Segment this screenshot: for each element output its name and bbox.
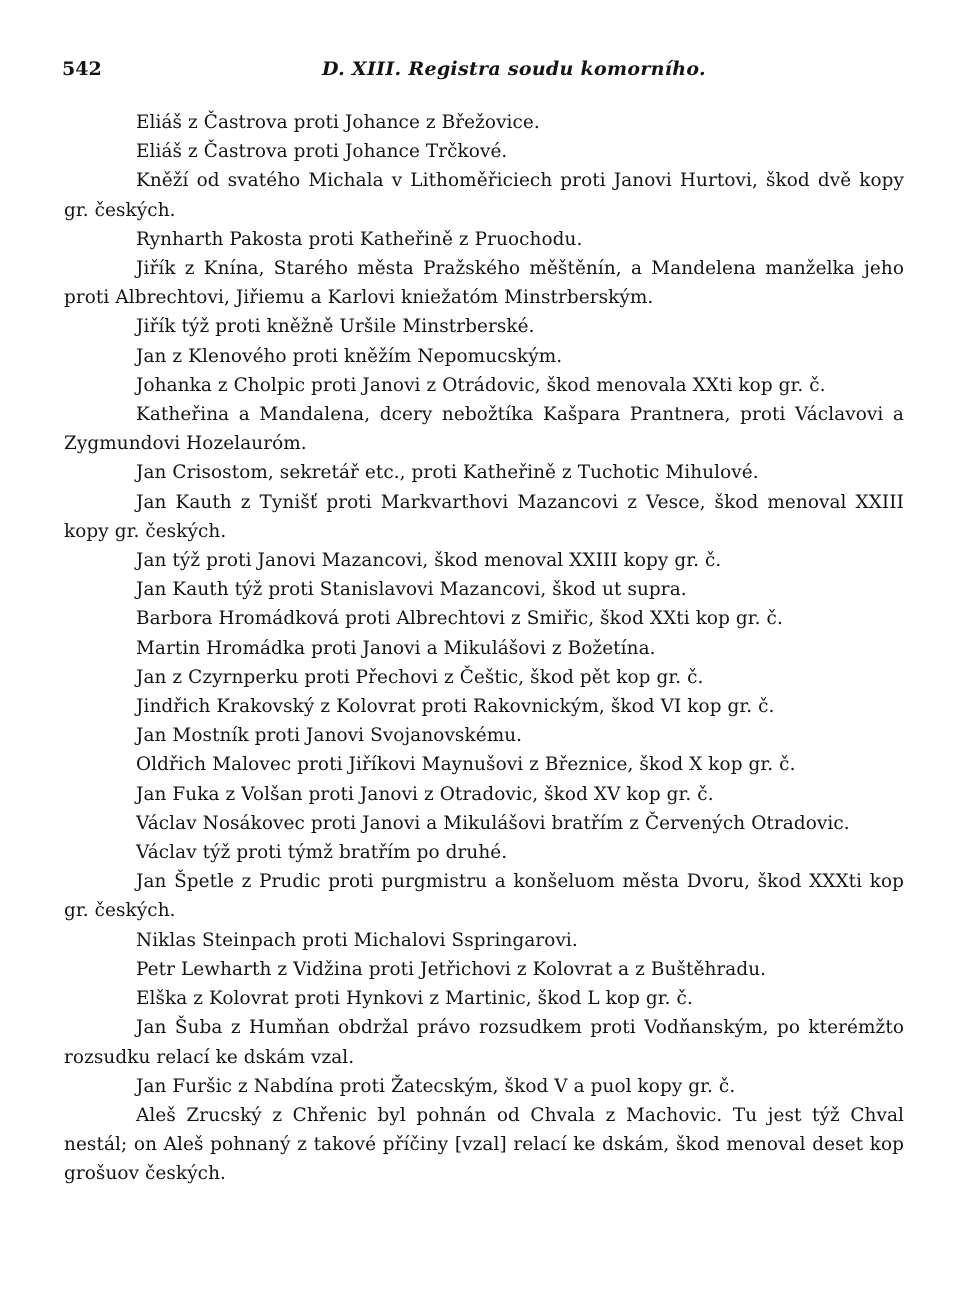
register-entry: Elška z Kolovrat proti Hynkovi z Martinic, škod L kop gr. č. <box>136 988 693 1010</box>
register-entry: Johanka z Cholpic proti Janovi z Otrádovic, škod menovala XXti kop gr. č. <box>136 374 826 396</box>
register-entry: Barbora Hromádková proti Albrechtovi z Smiřic, škod XXti kop gr. č. <box>136 608 783 630</box>
register-entry: Katheřina a Mandalena, dcery nebožtíka Kašpara Prantnera, proti Václavovi a Zygmundovi Hozelauróm. <box>64 404 904 455</box>
register-entry: Jindřich Krakovský z Kolovrat proti Rakovnickým, škod VI kop gr. č. <box>136 696 775 718</box>
register-entry: Jiřík z Knína, Starého města Pražského měštěnín, a Mandelena manželka jeho proti Albrechtovi, Jiřiemu a Karlovi kniežatóm Minstrberským. <box>64 258 904 309</box>
register-entry: Oldřich Malovec proti Jiříkovi Maynušovi z Březnice, škod X kop gr. č. <box>136 754 796 776</box>
register-entry: Petr Lewharth z Vidžina proti Jetřichovi z Kolovrat a z Buštěhradu. <box>136 958 767 980</box>
register-entry: Jan Crisostom, sekretář etc., proti Katheřině z Tuchotic Mihulové. <box>136 462 759 484</box>
running-head: D. XIII. Registra soudu komorního. <box>322 58 706 80</box>
register-entry: Aleš Zrucský z Chřenic byl pohnán od Chvala z Machovic. Tu jest týž Chval nestál; on Aleš pohnaný z takové příčiny [vzal] relací ke dskám, škod menoval deset kop grošuov českých. <box>64 1104 904 1185</box>
register-entry: Václav Nosákovec proti Janovi a Mikulášovi bratřím z Červených Otradovic. <box>136 812 850 834</box>
page-number: 542 <box>62 58 102 80</box>
register-entry: Jan z Czyrnperku proti Přechovi z Češtic, škod pět kop gr. č. <box>136 666 704 688</box>
register-entry: Kněží od svatého Michala v Lithoměřiciech proti Janovi Hurtovi, škod dvě kopy gr. českých. <box>64 170 904 221</box>
register-entry: Jan Furšic z Nabdína proti Žatecským, škod V a puol kopy gr. č. <box>136 1075 736 1097</box>
register-entry: Rynharth Pakosta proti Katheřině z Pruochodu. <box>136 228 583 250</box>
register-entry: Eliáš z Častrova proti Johance z Břežovice. <box>136 112 540 133</box>
register-entry: Eliáš z Častrova proti Johance Trčkové. <box>136 141 508 163</box>
register-entry: Jan Špetle z Prudic proti purgmistru a konšeluom města Dvoru, škod XXXti kop gr. českých. <box>64 871 904 922</box>
register-entry: Jan týž proti Janovi Mazancovi, škod menoval XXIII kopy gr. č. <box>136 550 722 572</box>
register-entry: Jan Kauth z Tynišť proti Markvarthovi Mazancovi z Vesce, škod menoval XXIII kopy gr. českých. <box>64 491 904 542</box>
register-entry: Václav týž proti týmž bratřím po druhé. <box>136 842 508 864</box>
register-entry: Jan Šuba z Humňan obdržal právo rozsudkem proti Vodňanským, po kterémžto rozsudku relací ke dskám vzal. <box>64 1017 904 1068</box>
register-entry: Jan Mostník proti Janovi Svojanovskému. <box>136 725 523 747</box>
register-entry: Jan Fuka z Volšan proti Janovi z Otradovic, škod XV kop gr. č. <box>136 783 714 805</box>
register-entry: Martin Hromádka proti Janovi a Mikulášovi z Božetína. <box>136 637 656 659</box>
register-entry: Jan Kauth týž proti Stanislavovi Mazancovi, škod ut supra. <box>136 579 687 601</box>
register-entry: Jan z Klenového proti kněžím Nepomucským. <box>136 345 563 367</box>
register-entry: Niklas Steinpach proti Michalovi Sspringarovi. <box>136 929 578 951</box>
page-header <box>62 58 902 88</box>
register-entry: Jiřík týž proti kněžně Uršile Minstrberské. <box>136 316 535 338</box>
register-entries <box>64 108 904 1189</box>
